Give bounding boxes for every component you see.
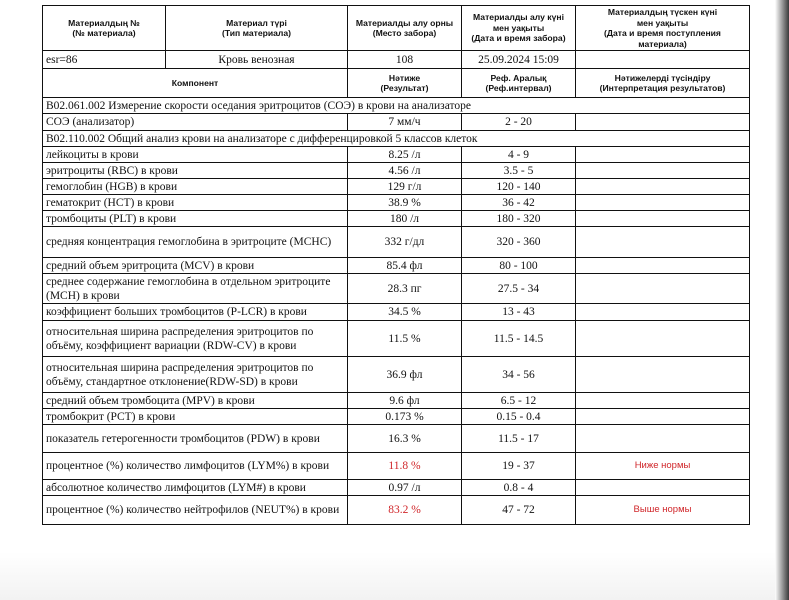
result-row [43, 480, 750, 496]
test-name: средний объем тромбоцита (MPV) в крови [43, 393, 348, 409]
result-row [43, 195, 750, 211]
header-material-type-line: (Тип материала) [221, 28, 292, 38]
result-row [43, 393, 750, 409]
header-received-datetime-line: мен уақыты [636, 17, 689, 28]
test-interpretation [576, 147, 750, 163]
test-result: 38.9 % [348, 195, 462, 211]
test-reference: 19 - 37 [462, 453, 576, 480]
test-result: 9.6 фл [348, 393, 462, 409]
test-interpretation [576, 179, 750, 195]
header-collection-datetime-line: (Дата и время забора) [471, 33, 566, 44]
page-edge-shadow [775, 0, 789, 600]
header-ref-interval [462, 69, 576, 98]
header-material-number [43, 6, 166, 51]
test-interpretation [576, 227, 750, 258]
header-ref-interval-line: (Реф.интервал) [485, 83, 552, 93]
header-result-line: (Результат) [380, 83, 429, 93]
header-material-type [166, 6, 348, 51]
header-received-datetime-line: (Дата и время поступления [604, 28, 721, 38]
test-name: СОЭ (анализатор) [43, 114, 348, 131]
test-name: коэффициент больших тромбоцитов (P-LCR) в крови [43, 304, 348, 321]
test-result: 129 г/л [348, 179, 462, 195]
result-row [43, 258, 750, 274]
test-name: гематокрит (HCT) в крови [43, 195, 348, 211]
header-collection-place-line: (Место забора) [372, 28, 437, 38]
test-reference: 11.5 - 14.5 [462, 321, 576, 357]
test-reference: 4 - 9 [462, 147, 576, 163]
test-reference: 34 - 56 [462, 357, 576, 393]
result-row [43, 453, 750, 480]
header-received-datetime-line: Материалдың түскен күні [607, 7, 718, 17]
test-result: 7 мм/ч [348, 114, 462, 131]
header-material-number-line: (№ материала) [72, 28, 136, 38]
test-reference: 80 - 100 [462, 258, 576, 274]
test-reference: 0.15 - 0.4 [462, 409, 576, 425]
result-row [43, 357, 750, 393]
test-result: 36.9 фл [348, 357, 462, 393]
section-row [43, 98, 750, 114]
test-result: 332 г/дл [348, 227, 462, 258]
header-ref-interval-line: Реф. Аралық [490, 72, 547, 83]
header-interpretation [576, 69, 750, 98]
test-result: 0.97 /л [348, 480, 462, 496]
sample-received [576, 51, 750, 69]
header-result [348, 69, 462, 98]
test-result: 16.3 % [348, 425, 462, 453]
test-name: тромбокрит (PCT) в крови [43, 409, 348, 425]
result-row [43, 425, 750, 453]
header-collection-datetime [462, 6, 576, 51]
test-result: 83.2 % [348, 496, 462, 525]
test-name: процентное (%) количество нейтрофилов (NEUT%) в крови [43, 496, 348, 525]
test-interpretation [576, 114, 750, 131]
header-interpretation-line: Нәтижелерді түсіндіру [614, 72, 711, 83]
test-name: относительная ширина распределения эритроцитов по объёму, стандартное отклонение(RDW-SD) в крови [43, 357, 348, 393]
test-interpretation [576, 211, 750, 227]
test-name: тромбоциты (PLT) в крови [43, 211, 348, 227]
test-result: 8.25 /л [348, 147, 462, 163]
test-name: процентное (%) количество лимфоцитов (LYM%) в крови [43, 453, 348, 480]
test-reference: 13 - 43 [462, 304, 576, 321]
test-result: 0.173 % [348, 409, 462, 425]
result-row [43, 304, 750, 321]
sample-number: esr=86 [43, 51, 166, 69]
result-row [43, 227, 750, 258]
test-name: среднее содержание гемоглобина в отдельном эритроците (MCH) в крови [43, 274, 348, 304]
result-row [43, 179, 750, 195]
test-reference: 27.5 - 34 [462, 274, 576, 304]
test-reference: 3.5 - 5 [462, 163, 576, 179]
test-result: 85.4 фл [348, 258, 462, 274]
test-interpretation [576, 163, 750, 179]
sample-datetime: 25.09.2024 15:09 [462, 51, 576, 69]
test-reference: 120 - 140 [462, 179, 576, 195]
test-interpretation [576, 357, 750, 393]
test-interpretation [576, 304, 750, 321]
header-collection-datetime-line: мен уақыты [492, 22, 545, 33]
section-title: В02.061.002 Измерение скорости оседания эритроцитов (СОЭ) в крови на анализаторе [43, 98, 750, 114]
test-reference: 320 - 360 [462, 227, 576, 258]
header-material-type-line: Материал түрі [226, 17, 287, 28]
test-result: 34.5 % [348, 304, 462, 321]
header-received-datetime-line: материала) [638, 38, 687, 49]
test-result: 28.3 пг [348, 274, 462, 304]
test-name: показатель гетерогенности тромбоцитов (PDW) в крови [43, 425, 348, 453]
test-result: 11.8 % [348, 453, 462, 480]
test-interpretation [576, 274, 750, 304]
test-interpretation [576, 480, 750, 496]
test-interpretation [576, 321, 750, 357]
header-collection-place-line: Материалды алу орны [355, 17, 454, 28]
lab-results-table [42, 5, 750, 525]
sample-row [43, 51, 750, 69]
test-result: 4.56 /л [348, 163, 462, 179]
header-component: Компонент [43, 69, 348, 98]
test-interpretation [576, 393, 750, 409]
header-collection-datetime-line: Материалды алу күні [473, 12, 564, 23]
section-title: В02.110.002 Общий анализ крови на анализаторе с дифференцировкой 5 классов клеток [43, 131, 750, 147]
header-result-line: Нәтиже [388, 72, 421, 83]
sample-type: Кровь венозная [166, 51, 348, 69]
test-result: 11.5 % [348, 321, 462, 357]
result-row [43, 409, 750, 425]
test-name: эритроциты (RBC) в крови [43, 163, 348, 179]
results-header-row [43, 69, 750, 98]
test-interpretation [576, 425, 750, 453]
header-material-number-line: Материалдың № [68, 17, 140, 28]
test-name: относительная ширина распределения эритроцитов по объёму, коэффициент вариации (RDW-CV) в крови [43, 321, 348, 357]
header-interpretation-line: (Интерпретация результатов) [599, 83, 726, 93]
result-row [43, 163, 750, 179]
page-shadow-bottom [0, 552, 789, 600]
result-row [43, 211, 750, 227]
test-reference: 180 - 320 [462, 211, 576, 227]
test-reference: 47 - 72 [462, 496, 576, 525]
test-interpretation: Выше нормы [576, 496, 750, 525]
test-name: лейкоциты в крови [43, 147, 348, 163]
test-reference: 2 - 20 [462, 114, 576, 131]
test-interpretation [576, 195, 750, 211]
result-row [43, 321, 750, 357]
test-reference: 36 - 42 [462, 195, 576, 211]
test-reference: 11.5 - 17 [462, 425, 576, 453]
test-reference: 6.5 - 12 [462, 393, 576, 409]
header-collection-place [348, 6, 462, 51]
test-name: абсолютное количество лимфоцитов (LYM#) в крови [43, 480, 348, 496]
test-interpretation [576, 258, 750, 274]
sample-place: 108 [348, 51, 462, 69]
header-received-datetime [576, 6, 750, 51]
result-row [43, 496, 750, 525]
section-row [43, 131, 750, 147]
test-name: гемоглобин (HGB) в крови [43, 179, 348, 195]
test-result: 180 /л [348, 211, 462, 227]
test-interpretation [576, 409, 750, 425]
material-header-row [43, 6, 750, 51]
result-row [43, 274, 750, 304]
test-interpretation: Ниже нормы [576, 453, 750, 480]
test-name: средний объем эритроцита (MCV) в крови [43, 258, 348, 274]
result-row [43, 147, 750, 163]
test-reference: 0.8 - 4 [462, 480, 576, 496]
test-name: средняя концентрация гемоглобина в эритроците (MCHC) [43, 227, 348, 258]
result-row [43, 114, 750, 131]
